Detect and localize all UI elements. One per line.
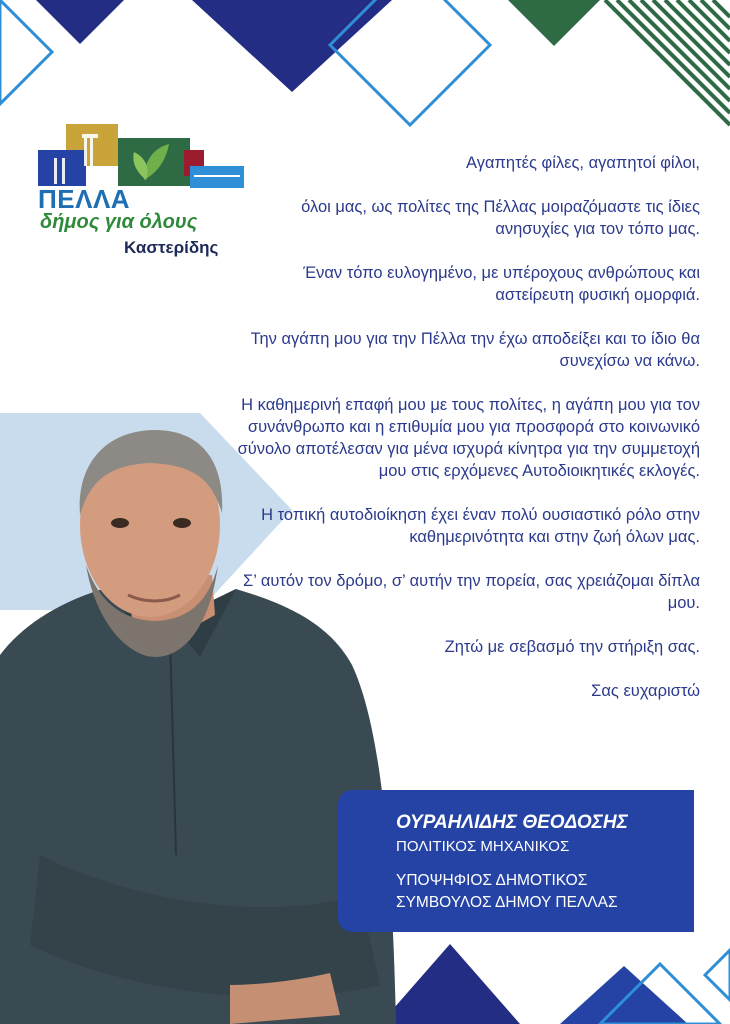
letter-paragraph-2: Έναν τόπο ευλογημένο, με υπέροχους ανθρώπους και αστείρευτη φυσική ομορφιά. <box>303 264 700 304</box>
logo-candidate-name: Καστερίδης <box>124 238 219 257</box>
letter-closing: Σας ευχαριστώ <box>591 682 700 700</box>
candidacy-line-1: ΥΠΟΨΗΦΙΟΣ ΔΗΜΟΤΙΚΟΣ <box>396 872 588 889</box>
letter-paragraph-3: Την αγάπη μου για την Πέλλα την έχω αποδείξει και το ίδιο θα συνεχίσω να κάνω. <box>250 330 700 370</box>
letter-paragraph-4: Η καθημερινή επαφή μου με τους πολίτες, η αγάπη μου για τον συνάνθρωπο και η επιθυμία μου για προσφορά στο κοινωνικό σύνολο αποτέλεσαν για μένα ισχυρά κίνητρα για την συμμετοχή μου στις ερχόμενες Αυτοδιοικητικές εκλογές. <box>237 396 700 480</box>
bottom-navy-triangle <box>380 944 520 1024</box>
top-left-outline-diamond <box>0 0 52 104</box>
candidate-portrait <box>0 425 400 1024</box>
top-navy-diamond-small <box>36 0 124 44</box>
bottom-right-outline-diamond <box>705 950 730 1000</box>
letter-paragraph-7: Ζητώ με σεβασμό την στήριξη σας. <box>444 638 700 656</box>
candidate-profession: ΠΟΛΙΤΙΚΟΣ ΜΗΧΑΝΙΚΟΣ <box>396 838 570 855</box>
letter-paragraph-1: όλοι μας, ως πολίτες της Πέλλας μοιραζόμαστε τις ίδιες ανησυχίες για τον τόπο μας. <box>301 198 700 238</box>
candidacy-line-2: ΣΥΜΒΟΥΛΟΣ ΔΗΜΟΥ ΠΕΛΛΑΣ <box>396 894 618 911</box>
top-right-green-diamond <box>508 0 600 46</box>
candidate-name: ΟΥΡΑΗΛΙΔΗΣ ΘΕΟΔΟΣΗΣ <box>396 812 628 833</box>
letter-paragraph-5: Η τοπική αυτοδιοίκηση έχει έναν πολύ ουσιαστικό ρόλο στην καθημερινότητα και στην ζωή όλων μας. <box>261 506 700 546</box>
top-right-green-stripes <box>605 0 730 125</box>
logo-title: ΠΕΛΛΑ <box>38 184 131 214</box>
letter-greeting: Αγαπητές φίλες, αγαπητοί φίλοι, <box>466 154 700 172</box>
logo-subtitle: δήμος για όλους <box>40 211 198 233</box>
letter-paragraph-6: Σ’ αυτόν τον δρόμο, σ’ αυτήν την πορεία, σας χρειάζομαι δίπλα μου. <box>243 572 700 612</box>
